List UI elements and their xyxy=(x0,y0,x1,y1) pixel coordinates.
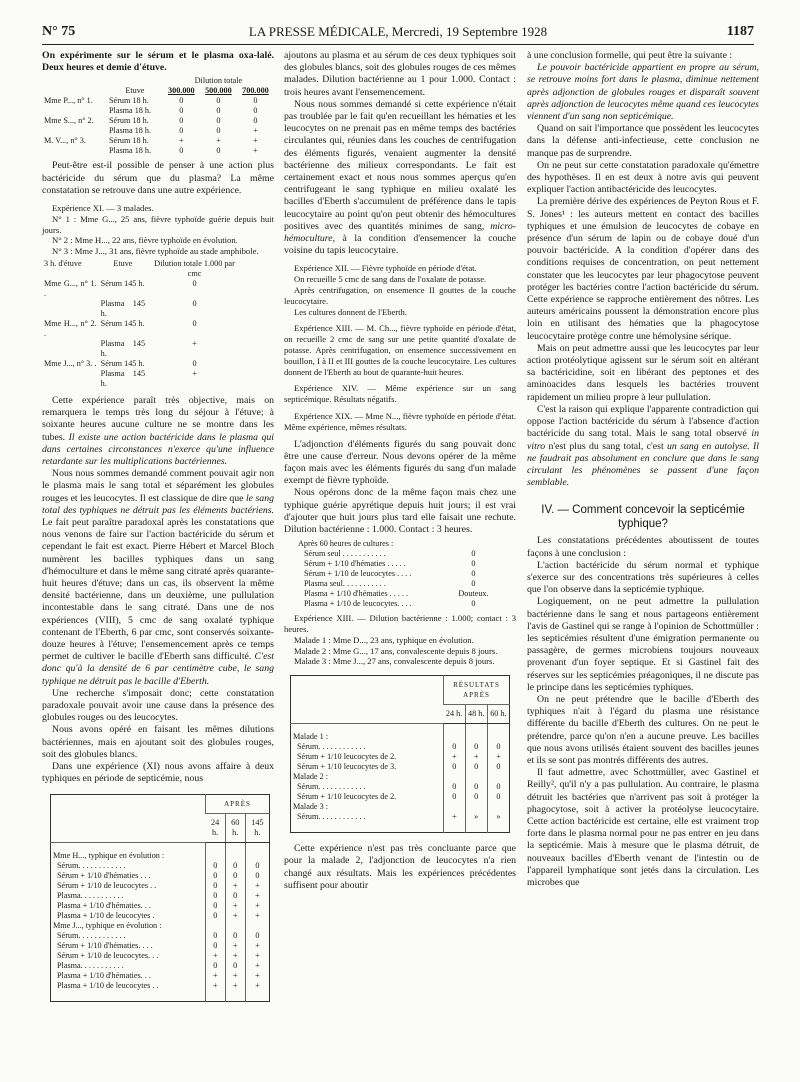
table-cell: Plasma 145 h. xyxy=(100,369,146,388)
table-cell: Sérum + 1/10 d'hématies. . . . xyxy=(57,940,153,950)
table-cell: Sérum + 1/10 de leucocytes . . . . xyxy=(304,569,412,579)
table-cell xyxy=(225,921,245,931)
table-cell xyxy=(51,991,206,1002)
table-cell xyxy=(42,126,107,136)
table-cell: Malade 3 : xyxy=(293,802,329,812)
table-cell: Plasma + 1/10 de leucocytes . xyxy=(57,910,155,920)
table-cell xyxy=(245,991,269,1002)
table-cell: + xyxy=(245,951,269,961)
table-row xyxy=(42,96,274,106)
paragraph: L'action bactéricide du sérum normal et typhique s'exerce sur des concentrations très supérieures à celles que l'on observe dans la septicémie typhique. xyxy=(527,559,759,596)
table-header: 145 h. xyxy=(245,813,269,842)
paragraph: Cette expérience paraît très objective, mais on remarquera le temps très long du séjour à l'étuve; à soixante heures aucune culture ne se montre dans les tubes. Il existe une action bactéricide dans le plasma qui dans certaines circonstances n'exerce qu'une influence retardante sur les multiplications bactériennes. xyxy=(42,395,275,468)
table-cell xyxy=(444,802,466,812)
table-cell: + xyxy=(225,901,245,911)
table-cell xyxy=(42,76,107,86)
table-row xyxy=(42,136,274,146)
table-cell xyxy=(465,772,487,782)
table-cell: » xyxy=(487,812,509,822)
paragraph: Mais on peut admettre aussi que les leucocytes par leur action protéolytique agissent sur le sérum soit en altérant sa bactéricidine, soit en libérant des peptones et des aminoacides dans lesquels les bactéries trouvent rapidement un milieu propre à leur pullulation. xyxy=(527,342,759,403)
paragraph: à une conclusion formelle, qui peut être la suivante : xyxy=(527,50,733,61)
table-cell: Mme G..., n° 1. . xyxy=(44,279,97,298)
table-cell: + xyxy=(225,911,245,921)
table-cell: Sérum 145 h. xyxy=(100,359,145,368)
table-cell: 0 xyxy=(245,931,269,941)
running-header xyxy=(42,22,754,42)
table-cultures-60h xyxy=(296,539,496,609)
patient-note: N° 1 : Mme G..., 25 ans, fièvre typhoïde guérie depuis huit jours. xyxy=(42,213,274,235)
table-cell: + xyxy=(192,339,197,348)
patient-note: N° 2 : Mme H..., 22 ans, fièvre typhoïde en évolution. xyxy=(52,235,238,246)
table-row xyxy=(42,146,274,156)
table-cell: 0 xyxy=(206,901,226,911)
table-cell: Sérum + 1/10 leucocytes de 3. xyxy=(297,762,397,772)
table-header: Dilution totale xyxy=(194,76,243,86)
table-cell: 0 xyxy=(206,871,226,881)
table-cell: 0 xyxy=(179,116,184,126)
table-cell xyxy=(444,772,466,782)
table-cell: Plasma + 1/10 de leucocytes . . xyxy=(57,980,159,990)
table-cell: 0 xyxy=(192,319,197,328)
table-cell: Sérum seul . . . . . . . . . . . xyxy=(304,549,386,559)
table-cell: Douteux. xyxy=(458,589,489,599)
paragraph: On ne peut prétendre que le bacille d'Eberth des typhiques n'ait à l'égard du plasma une résistance différente du bacille d'Eberth des cultures. On ne peut le prétendre, parce qu'on n'en a aucune preuve. Les bacilles que nous avons utilisés étaient souvent des bacilles jeunes et ils se sont pas montrés différents des autres. xyxy=(527,693,759,766)
table-cell: Plasma + 1/10 de leucocytes. . . . xyxy=(304,599,412,609)
table-cell: Sérum + 1/10 d'hématies . . . . . xyxy=(304,559,406,569)
table-header: 60 h. xyxy=(225,813,245,842)
experiment-heading: Expérience XIX. — Mme N..., fièvre typhoïde en période d'état. Même expérience, mêmes résultats. xyxy=(284,411,516,432)
table-cell: 0 xyxy=(192,359,197,368)
table-cell: Plasma. . . . . . . . . . . xyxy=(57,960,124,970)
table-cell: 0 xyxy=(465,782,487,792)
paragraph: Nous nous sommes demandé si cette expérience n'était pas troublée par le fait qu'en recueillant les hématies et les leucocytes on ne prenait pas en même temps des bactéries circulantes qui, réunies dans les couches de centrifugation des éléments figurés, venaient augmenter la densité bactérienne des milieux correspondants. Le fait est certainement exact et nous nous sommes aperçus qu'en centrifugeant le sang typhique en milieu oxalaté les bacilles d'Eberth s'accumulent de préférence dans le tapis leucocytaire au point qu'on peut obtenir des hémocultures positives avec des quantités minimes de sang, micro-hémoculture, à la condition d'ensemencer la couche voisine du tapis leucocytaire. xyxy=(284,98,516,257)
table-header: 24 h. xyxy=(206,813,226,842)
table-cell: + xyxy=(245,961,269,971)
table-row xyxy=(51,971,270,981)
table-cell: Sérum 18 h. xyxy=(109,96,149,106)
table-cell: 0 xyxy=(216,106,221,116)
table-cell: 0 xyxy=(487,782,509,792)
table-cell: + xyxy=(487,752,509,762)
conclusion-italic: Le pouvoir bactéricide appartient en propre au sérum, se retrouve moins fort dans le plasma, diminue nettement après adjonction de globules rouges et disparaît souvent après adjonction de leucocytes même quand ces leucocytes viennent d'un sang non septicémique. xyxy=(527,62,759,123)
table-cell: 0 xyxy=(444,782,466,792)
table-cell xyxy=(487,724,509,743)
table-cell: Mme S..., n° 2. xyxy=(44,116,94,126)
table-row xyxy=(291,782,510,792)
paragraph: Nous avons opéré en faisant les mêmes dilutions bactériennes, mais en ajoutant soit des globules rouges, soit des globules blancs. xyxy=(42,724,274,760)
table-cell: M. V..., n° 3. xyxy=(44,136,86,146)
table-cell xyxy=(291,822,444,833)
table-row xyxy=(51,911,270,921)
table-cell: Malade 2 : xyxy=(293,772,329,782)
table-row xyxy=(42,299,242,319)
table-row xyxy=(42,359,242,369)
table-cell xyxy=(42,339,99,359)
table-cell: 0 xyxy=(471,569,476,579)
column-2 xyxy=(284,50,516,892)
table-cell xyxy=(487,772,509,782)
table-row xyxy=(296,589,496,599)
paragraph: Quand on sait l'importance que possèdent les leucocytes dans la défense anti-infectieuse, cette conclusion ne manque pas de surprendre. xyxy=(527,123,759,159)
table-row xyxy=(42,106,274,116)
experiment-text: Après centrifugation, on ensemence II gouttes de la couche leucocytaire. xyxy=(284,285,516,306)
table-cell: Sérum + 1/10 d'hématies . . . xyxy=(57,870,151,880)
table-row xyxy=(51,961,270,971)
table-cell: 0 xyxy=(216,146,221,156)
journal-title: LA PRESSE MÉDICALE, Mercredi, 19 Septembre 1928 xyxy=(248,24,548,39)
table-cell: + xyxy=(225,981,245,991)
table-cell: 0 xyxy=(444,742,466,752)
table-cell: + xyxy=(225,941,245,951)
patient-note: Malade 2 : Mme G..., 17 ans, convalescente depuis 8 jours. xyxy=(294,645,498,656)
paragraph: L'adjonction d'éléments figurés du sang pouvait donc être une cause d'erreur. Nous devons opérer de la même façon mais avec les éléments figurés du sang d'un malade exempt de fièvre typhoïde. xyxy=(284,438,516,487)
table-cell: 0 xyxy=(471,599,476,609)
paragraph: Les constatations précédentes aboutissent de toutes façons à une conclusion : xyxy=(527,535,759,559)
table-cell: » xyxy=(465,812,487,822)
table-cell: Sérum + 1/10 leucocytes de 2. xyxy=(297,792,397,802)
table-header: 3 h. d'étuve xyxy=(44,259,82,268)
table-cell xyxy=(245,842,269,861)
table-experiment-13 xyxy=(290,675,510,833)
table-cell: + xyxy=(206,981,226,991)
table-cell: Plasma 18 h. xyxy=(109,126,152,136)
paragraph: Logiquement, on ne peut admettre la pullulation bactérienne dans le sang et nous partageons entièrement l'avis de Gastinel qui se range à l'opinion de Schottmüller : les septicémies résultent d'une émigration permanente ou passagère, de germes microbiens toujours nouveaux provenant d'un foyer septique. Et si Gastinel fait des réserves sur les septicémies préagoniques, il ne discute pas le principe dans les septicémies typhiques. xyxy=(527,596,759,693)
table-header xyxy=(51,794,206,842)
table-row xyxy=(296,599,496,609)
table-cell: 0 xyxy=(471,579,476,589)
table-cell: Plasma seul. . . . . . . . . . . xyxy=(304,579,386,589)
table-row xyxy=(51,901,270,911)
table-cell: Sérum 18 h. xyxy=(109,116,149,126)
column-3 xyxy=(527,50,759,889)
table-cell: Mme P..., n° 1. xyxy=(44,96,93,106)
table-row xyxy=(42,319,242,339)
table-cell: Sérum 18 h. xyxy=(109,136,149,146)
table-row xyxy=(296,559,496,569)
table-row xyxy=(291,772,510,782)
table-cell: Plasma + 1/10 d'hématies . . . . . xyxy=(304,589,409,599)
table-row xyxy=(291,812,510,822)
table-cell: 0 xyxy=(487,742,509,752)
table-cell: Sérum + 1/10 de leucocytes . . xyxy=(57,880,157,890)
table-cell: Plasma 145 h. xyxy=(100,299,146,318)
table-cell: + xyxy=(206,951,226,961)
table-header: 24 h. xyxy=(444,705,466,724)
table-cell xyxy=(487,802,509,812)
table-header: 300.000 xyxy=(168,86,195,96)
table-cell xyxy=(206,921,226,931)
table-cell: Mme J..., n° 3. . xyxy=(44,359,97,368)
experiment-heading: Expérience XIV. — Même expérience sur un sang septicémique. Résultats négatifs. xyxy=(284,383,516,405)
patient-note: Malade 1 : Mme D..., 23 ans, typhique en évolution. xyxy=(294,634,474,645)
table-cell: 0 xyxy=(206,891,226,901)
paragraph: Une recherche s'imposait donc; cette constatation paradoxale pouvait avoir une cause dans la présence des globules rouges ou des leucocytes. xyxy=(42,687,274,724)
table-cell: 0 xyxy=(225,871,245,881)
table-cell: + xyxy=(465,752,487,762)
table-cell: 0 xyxy=(225,891,245,901)
table-cell: 0 xyxy=(253,106,258,116)
table-header: APRÈS xyxy=(206,794,270,813)
table-header xyxy=(291,676,444,724)
table-cell xyxy=(225,991,245,1002)
paragraph: ajoutons au plasma et au sérum de ces deux typhiques soit des globules blancs, soit des globules rouges de ces mêmes malades. Dilution bactérienne au 1 pour 1.000. Contact : trois heures avant l'ensemencement. xyxy=(284,50,516,98)
table-cell: + xyxy=(245,881,269,891)
table-cell: Mme J..., typhique en évolution : xyxy=(53,920,162,930)
table-cell: 0 xyxy=(245,861,269,871)
table-cell: 0 xyxy=(471,549,476,559)
header-rule xyxy=(42,44,754,45)
experiment-heading: Expérience XI. — 3 malades. xyxy=(52,203,154,214)
table-cell: + xyxy=(225,881,245,891)
table-cell: 0 xyxy=(206,931,226,941)
table-row xyxy=(42,126,274,136)
table-cell: 0 xyxy=(487,792,509,802)
table-cell: + xyxy=(216,136,221,146)
table-cell: Mme H..., typhique en évolution : xyxy=(53,850,165,860)
paragraph: Nous opérons donc de la même façon mais chez une typhique guérie apyrétique depuis huit jours; il est vrai d'ajouter que huit jours plus tard elle faisait une rechute. Dilution bactérienne : 1.000. Contact : 3 heures. xyxy=(284,487,516,536)
table-cell xyxy=(42,369,99,389)
table-cell: + xyxy=(245,981,269,991)
paragraph: C'est la raison qui explique l'apparente contradiction qui oppose l'action bactéricide du sérum à l'absence d'action bactéricide du sang total. Mais le sang total observé in vitro n'est plus du sang total, c'est un sang en autolyse. Il ne faudrait pas absolument en conclure que dans le sang circulant les phénomènes se passent d'une façon semblable. xyxy=(527,403,759,489)
table-cell: 0 xyxy=(179,96,184,106)
table-cell: 0 xyxy=(487,762,509,772)
table-row xyxy=(296,569,496,579)
table-cell: + xyxy=(253,126,258,136)
table-cell: + xyxy=(245,911,269,921)
table-cell: 0 xyxy=(245,871,269,881)
table-cell xyxy=(42,146,107,156)
table-cell: Sérum. . . . . . . . . . . . xyxy=(297,812,366,822)
table-cell: Plasma 18 h. xyxy=(109,106,152,116)
paragraph: Il faut admettre, avec Schottmüller, avec Gastinel et Reilly², qu'il n'y a pas pullulation. Au contraire, le plasma détruit les bactéries que n'arrivent pas soit à protéger la phagocytose, soit à activer la protéolyse leucocytaire. Cette action bactéricide est certaine, elle est vraiment trop forte dans le plasma normal pour ne pas entrer en jeu dans la septicémie. Mais à mesure que le plasma détruit, de nouveaux bacilles d'Eberth venant de l'intestin ou de l'appareil lymphatique sont jetés dans la circulation. Les microbes que xyxy=(527,767,759,888)
table-cell xyxy=(465,724,487,743)
table-cell: Plasma 145 h. xyxy=(100,339,146,358)
table-dilution-1 xyxy=(42,76,274,156)
experiment-text: Les cultures donnent de l'Eberth. xyxy=(294,306,407,317)
table-cell: + xyxy=(444,812,466,822)
table-cell xyxy=(206,842,226,861)
table-row xyxy=(291,724,510,743)
table-row xyxy=(51,861,270,871)
table-row xyxy=(51,931,270,941)
table-cell: Sérum 145 h. xyxy=(100,279,145,288)
table-cell xyxy=(444,822,466,833)
table-header: Etuve xyxy=(113,259,133,268)
table-header: Après 60 heures de cultures : xyxy=(298,539,394,549)
table-cell: 0 xyxy=(225,861,245,871)
table-cell: + xyxy=(206,971,226,981)
table-row xyxy=(51,891,270,901)
table-cell: + xyxy=(253,136,258,146)
patient-note: Malade 3 : Mme J..., 27 ans, convalescente depuis 8 jours. xyxy=(294,656,495,667)
table-cell xyxy=(42,106,107,116)
table-cell: 0 xyxy=(179,146,184,156)
table-cell xyxy=(487,822,509,833)
table-cell: Sérum. . . . . . . . . . . . xyxy=(297,742,366,752)
table-cell: 0 xyxy=(206,861,226,871)
table-cell: Sérum 145 h. xyxy=(100,319,145,328)
section-heading: IV. — Comment concevoir la septicémie typhique? xyxy=(541,504,745,531)
table-row xyxy=(42,339,242,359)
table-cell: Mme H..., n° 2. . xyxy=(44,319,97,338)
table-cell: + xyxy=(245,891,269,901)
table-cell: + xyxy=(253,146,258,156)
table-header: Etuve xyxy=(125,86,145,96)
table-cell xyxy=(42,299,99,319)
paragraph: On ne peut sur cette constatation paradoxale qu'émettre des hypothèses. Il en est deux à notre avis qui peuvent expliquer l'action antibactéricide des leucocytes. xyxy=(527,159,759,196)
table-cell: 0 xyxy=(192,279,197,288)
table-cell xyxy=(465,802,487,812)
table-cell: + xyxy=(179,136,184,146)
table-cell: Sérum + 1/10 leucocytes de 2. xyxy=(297,752,397,762)
issue-number: N° 75 xyxy=(42,24,76,39)
table-header: 500.000 xyxy=(205,86,232,96)
paragraph: Dans une expérience (XI) nous avons affaire à deux typhiques en période de septicémie, nous xyxy=(42,761,274,785)
table-cell: Malade 1 : xyxy=(293,732,329,742)
table-header: 700.000 xyxy=(242,86,269,96)
table-cell xyxy=(206,991,226,1002)
table-cell: 0 xyxy=(206,881,226,891)
table-cell: 0 xyxy=(471,559,476,569)
table-cell: + xyxy=(245,901,269,911)
table-cell: 0 xyxy=(225,961,245,971)
table-cell: 0 xyxy=(216,116,221,126)
table-cell: 0 xyxy=(216,126,221,136)
table-cell: + xyxy=(245,971,269,981)
table-row xyxy=(42,279,242,299)
table-row xyxy=(291,742,510,752)
patient-note: N° 3 : Mme J..., 31 ans, fièvre typhoïde au stade amphibole. xyxy=(52,246,259,257)
experiment-heading: Expérience XII. — Fièvre typhoïde en période d'état. xyxy=(294,263,477,274)
table-cell: 0 xyxy=(225,931,245,941)
experiment-heading: Expérience XIII. — Dilution bactérienne : 1.000; contact : 3 heures. xyxy=(284,613,516,635)
paragraph: Nous nous sommes demandé comment pouvait agir non le plasma mais le sang total et séparément les globules rouges et les leucocytes. Il est classique de dire que le sang total des typhiques ne détruit pas les éléments bactériens. Le fait peut paraître paradoxal après les constatations que nous venons de faire sur l'action bactéricide du sérum et cependant le fait est exact. Pierre Hébert et Marcel Bloch numèrent les bacilles typhiques dans un sang d'hémoculture et dans le même sang citraté après quarante-huit heures d'étuve; dans un cas, ils observent la même densité bactérienne, dans un deuxième, une pullulation incontestable dans le sang citraté. Dans une de nos expériences (VIII), 5 cmc de sang oxalaté typhique contenant de l'Eberth, 6 par cmc, sont conservés soixante-douze heures à l'étuve; l'ensemencement après ce temps permet de cultiver le bacille d'Eberth sans difficulté. C'est donc qu'à la densité de 6 par centimètre cube, le sang typhique ne détruit pas le bacille d'Eberth. xyxy=(42,468,274,687)
table-row xyxy=(291,792,510,802)
table-cell: 0 xyxy=(179,106,184,116)
table-row xyxy=(51,981,270,991)
table-cell: Sérum. . . . . . . . . . . . xyxy=(57,860,126,870)
experiment-heading: Expérience XIII. — M. Ch..., fièvre typhoïde en période d'état, on recueille 2 cmc de sang sur une petite quantité d'oxalate de potasse. Après centrifugation, on ensemence successivement en bouillon, I à II et III gouttes de la couche leucocytaire. Les cultures donnent de l'Eberth au bout de quarante-huit heures. xyxy=(284,323,516,377)
table-cell: 0 xyxy=(253,96,258,106)
table-cell xyxy=(42,86,107,96)
table-cell: 0 xyxy=(206,961,226,971)
table-cell: 0 xyxy=(179,126,184,136)
table-cell xyxy=(465,822,487,833)
column-1 xyxy=(42,50,274,1002)
table-cell: Sérum. . . . . . . . . . . . xyxy=(297,782,366,792)
table-dilution-2 xyxy=(42,259,242,389)
table-row xyxy=(296,579,496,589)
table-cell: Sérum + 1/10 de leucocytes. . . xyxy=(57,950,159,960)
table-row xyxy=(291,752,510,762)
experiment-text: On recueille 5 cmc de sang dans de l'oxalate de potasse. xyxy=(294,274,487,285)
table-cell: 0 xyxy=(192,299,197,308)
paragraph: Peut-être est-il possible de penser à une action plus bactéricide du sérum que du plasma? La même constatation se retrouve dans une autre expérience. xyxy=(42,160,274,196)
table-header: 48 h. xyxy=(465,705,487,724)
table-header: RÉSULTATS APRÈS xyxy=(444,676,510,705)
table-cell: Plasma + 1/10 d'hématies. . . xyxy=(57,970,151,980)
table-cell: 0 xyxy=(253,116,258,126)
table-row xyxy=(51,941,270,951)
table-header: Dilution totale 1.000 par cmc xyxy=(154,259,235,278)
table-row xyxy=(42,116,274,126)
table-cell: Plasma + 1/10 d'hématies. . . xyxy=(57,900,151,910)
table-row xyxy=(51,842,270,861)
table-row xyxy=(51,881,270,891)
table-header: 60 h. xyxy=(487,705,509,724)
page-number: 1187 xyxy=(726,24,754,39)
table-cell: + xyxy=(444,752,466,762)
table-cell: 0 xyxy=(444,762,466,772)
table-cell: + xyxy=(245,941,269,951)
table-cell: + xyxy=(225,951,245,961)
table-cell: 0 xyxy=(216,96,221,106)
table-cell: + xyxy=(225,971,245,981)
table-cell: + xyxy=(192,369,197,378)
table-cell: 0 xyxy=(444,792,466,802)
table-row xyxy=(42,369,242,389)
paragraph: Cette expérience n'est pas très concluante parce que pour la malade 2, l'adjonction de leucocytes n'a rien changé aux résultats. Mais les expériences précédentes suffisent pour aboutir xyxy=(284,843,516,891)
paragraph: La première dérive des expériences de Peyton Rous et F. S. Jones¹ : les auteurs mettent en contact des bacilles typhiques et une émulsion de leucocytes de cobaye en présence d'un sérum de lapin ou de cobaye doué d'un pouvoir bactéricide. A la condition d'opérer dans des conditions requises de concentration, on peut nettement constater que les leucocytes par leur phagocytose peuvent protéger les bactéries contre l'action bactéricide du sérum. Cette expérience se rapproche entièrement des nôtres. Les auteurs américains poussent la démonstration encore plus loin en utilisant des hématies que la phagocytose leucocytaire protège contre une hémolysine sérique. xyxy=(527,196,759,342)
table-cell: 0 xyxy=(465,792,487,802)
paragraph: On expérimente sur le sérum et le plasma oxa-lalé. Deux heures et demie d'étuve. xyxy=(42,50,274,74)
table-row xyxy=(51,921,270,931)
table-row xyxy=(51,871,270,881)
table-row xyxy=(296,549,496,559)
table-cell: 0 xyxy=(465,742,487,752)
table-cell: Plasma 18 h. xyxy=(109,146,152,156)
table-row xyxy=(51,951,270,961)
table-cell xyxy=(444,724,466,743)
table-cell xyxy=(225,842,245,861)
table-cell: 0 xyxy=(206,911,226,921)
table-row xyxy=(291,802,510,812)
table-experiment-11 xyxy=(50,794,270,1002)
table-cell: 0 xyxy=(206,941,226,951)
table-cell: Sérum. . . . . . . . . . . . xyxy=(57,930,126,940)
table-cell xyxy=(245,921,269,931)
table-cell: 0 xyxy=(465,762,487,772)
table-cell xyxy=(107,76,163,86)
table-row xyxy=(291,762,510,772)
table-cell: Plasma. . . . . . . . . . . xyxy=(57,890,124,900)
